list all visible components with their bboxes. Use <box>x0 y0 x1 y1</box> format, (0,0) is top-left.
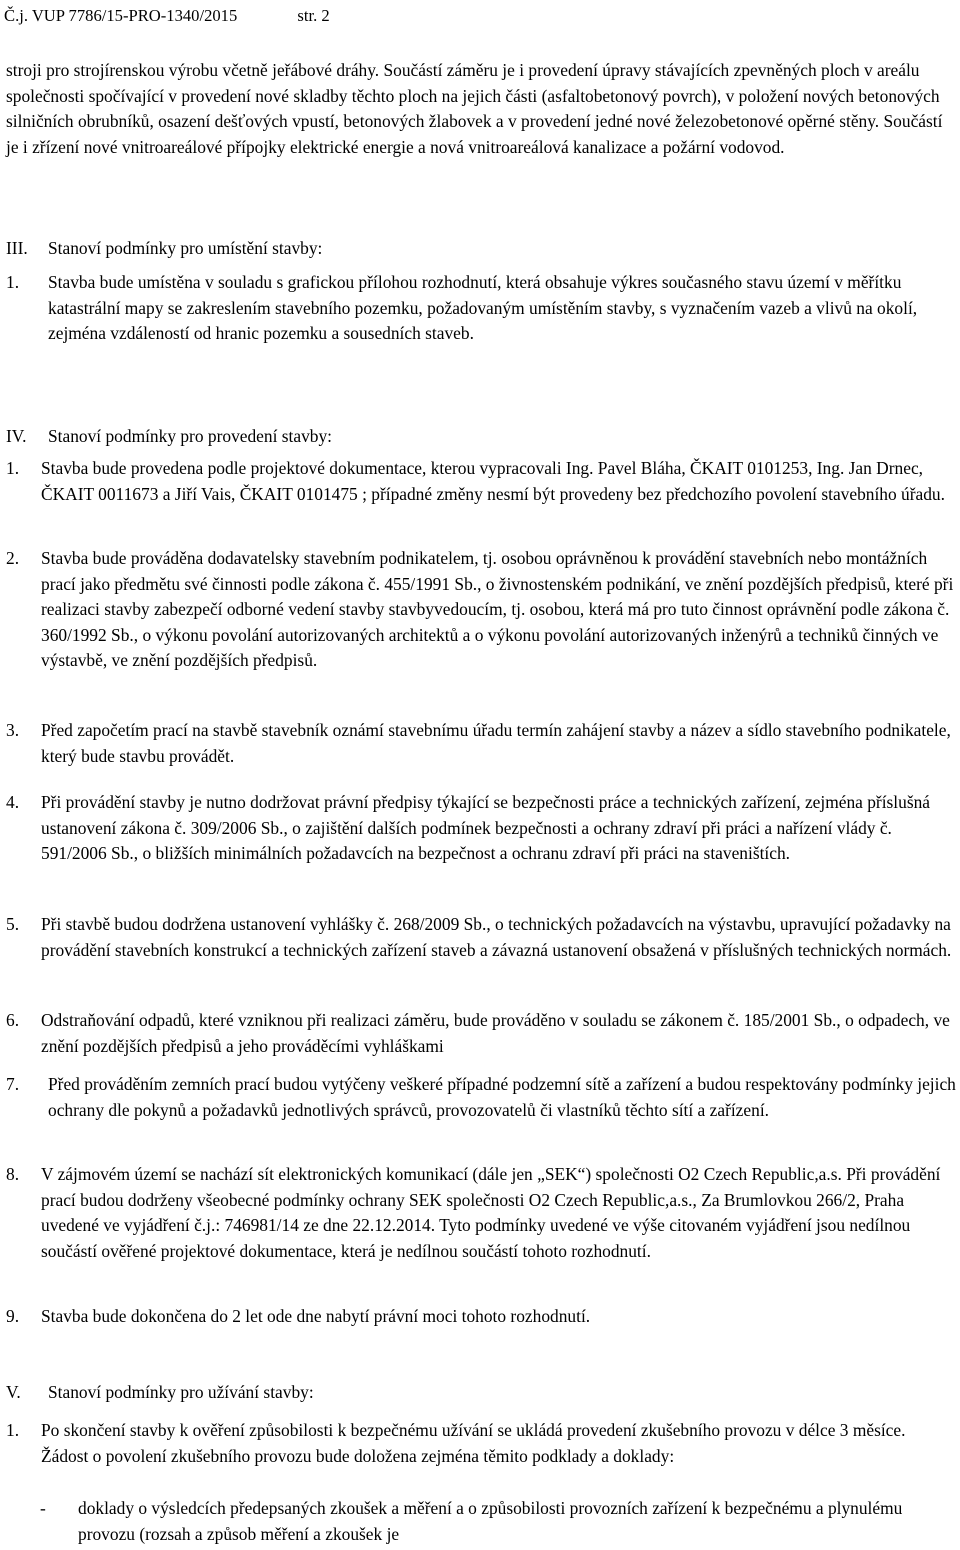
item-text: Před prováděním zemních prací budou vytýčeny veškeré případné podzemní sítě a zařízení a budou respektovány podmínky jejich ochrany dle pokynů a požadavků jednotlivých správců, provozovatelů či vlastníků těchto sítí a zařízení. <box>48 1074 956 1120</box>
item-text: Stavba bude dokončena do 2 let ode dne nabytí právní moci tohoto rozhodnutí. <box>41 1306 591 1326</box>
item-number: 1. <box>6 1420 20 1440</box>
list-item <box>6 546 956 674</box>
item-text: doklady o výsledcích předepsaných zkoušek a měření a o způsobilosti provozních zařízení k bezpečnému a plynulému provozu (rozsah a způsob měření a zkoušek je <box>78 1498 903 1544</box>
item-text: Při provádění stavby je nutno dodržovat právní předpisy týkající se bezpečnosti práce a technických zařízení, zejména příslušná ustanovení zákona č. 309/2006 Sb., o zajištění dalších podmínek bezpečnosti a ochrany zdraví při práci a nařízení vlády č. 591/2006 Sb., o bližších minimálních požadavcích na bezpečnost a ochranu zdraví při práci na staveništích. <box>41 792 931 864</box>
list-item <box>6 790 956 867</box>
section-title: Stanoví podmínky pro provedení stavby: <box>48 426 333 446</box>
section-numeral: V. <box>6 1382 21 1402</box>
page-number: str. 2 <box>297 6 330 25</box>
section-numeral: III. <box>6 238 28 258</box>
list-item <box>6 718 956 769</box>
item-number: 5. <box>6 914 20 934</box>
list-item <box>6 1304 956 1330</box>
item-text: Odstraňování odpadů, které vzniknou při realizaci záměru, bude prováděno v souladu se zákonem č. 185/2001 Sb., o odpadech, ve znění pozdějších předpisů a jeho prováděcími vyhláškami <box>41 1010 950 1056</box>
item-number: 4. <box>6 792 20 812</box>
item-number: 3. <box>6 720 20 740</box>
section-4-heading <box>6 424 956 450</box>
item-number: 1. <box>6 272 20 292</box>
item-number: 9. <box>6 1306 20 1326</box>
intro-paragraph: stroji pro strojírenskou výrobu včetně jeřábové dráhy. Součástí záměru je i provedení úpravy stávajících zpevněných ploch v areálu společnosti spočívající v provedení nové skladby těchto ploch na jejich části (asfaltobetonový povrch), v položení nových betonových silničních obrubníků, osazení dešťových vpustí, betonových žlabovek a v provedení jedné nové železobetonové opěrné stěny. Součástí je i zřízení nové vnitroareálové přípojky elektrické energie a nová vnitroareálová kanalizace a požární vodovod. <box>6 60 943 157</box>
list-item <box>6 1418 956 1469</box>
section-title: Stanoví podmínky pro užívání stavby: <box>48 1382 314 1402</box>
dash-list-item <box>40 1496 950 1547</box>
item-text: V zájmovém území se nachází sít elektronických komunikací (dále jen „SEK“) společnosti O2 Czech Republic,a.s. Při provádění prací budou dodrženy všeobecné podmínky ochrany SEK společnosti O2 Czech Republic,a.s., Za Brumlovkou 266/2, Praha uvedené ve vyjádření č.j.: 746981/14 ze dne 22.12.2014. Tyto podmínky uvedené ve výše citovaném vyjádření jsou nedílnou součástí ověřené projektové dokumentace, která je nedílnou součástí tohoto rozhodnutí. <box>41 1164 941 1261</box>
item-text: Před započetím prací na stavbě stavebník oznámí stavebnímu úřadu termín zahájení stavby a název a sídlo stavebního podnikatele, který bude stavbu provádět. <box>41 720 951 766</box>
list-item <box>6 270 956 347</box>
section-3-heading <box>6 236 956 262</box>
list-item <box>6 1008 956 1059</box>
item-number: 2. <box>6 548 20 568</box>
item-number: 7. <box>6 1074 20 1094</box>
item-number: 1. <box>6 458 20 478</box>
section-5-heading <box>6 1380 956 1406</box>
section-title: Stanoví podmínky pro umístění stavby: <box>48 238 323 258</box>
section-numeral: IV. <box>6 426 27 446</box>
item-text: Stavba bude prováděna dodavatelsky stavebním podnikatelem, tj. osobou oprávněnou k provádění stavebních nebo montážních prací jako předmětu své činnosti podle zákona č. 455/1991 Sb., o živnostenském podnikání, ve znění pozdějších předpisů, které při realizaci stavby zabezpečí odborné vedení stavby stavbyvedoucím, tj. osobou, která má pro tuto činnost oprávnění podle zákona č. 360/1992 Sb., o výkonu povolání autorizovaných architektů a o výkonu povolání autorizovaných inženýrů a techniků činných ve výstavbě, ve znění pozdějších předpisů. <box>41 548 954 671</box>
item-text: Stavba bude umístěna v souladu s grafickou přílohou rozhodnutí, která obsahuje výkres současného stavu území v měřítku katastrální mapy se zakreslením stavebního pozemku, požadovaným umístěním stavby, s vyznačením vazeb a vlivů na okolí, zejména vzdáleností od hranic pozemku a sousedních staveb. <box>48 272 918 344</box>
document-reference: Č.j. VUP 7786/15-PRO-1340/2015 <box>4 6 238 25</box>
item-bullet: - <box>40 1498 46 1518</box>
item-text: Stavba bude provedena podle projektové dokumentace, kterou vypracovali Ing. Pavel Bláha, ČKAIT 0101253, Ing. Jan Drnec, ČKAIT 0011673 a Jiří Vais, ČKAIT 0101475 ; případné změny nesmí být provedeny bez předchozího povolení stavebního úřadu. <box>41 458 945 504</box>
item-number: 8. <box>6 1164 20 1184</box>
item-text: Po skončení stavby k ověření způsobilosti k bezpečnému užívání se ukládá provedení zkušebního provozu v délce 3 měsíce. Žádost o povolení zkušebního provozu bude doložena zejména těmito podklady a doklady: <box>41 1420 906 1466</box>
list-item <box>6 912 956 963</box>
page-header <box>4 6 330 26</box>
list-item <box>6 1072 956 1123</box>
item-text: Při stavbě budou dodržena ustanovení vyhlášky č. 268/2009 Sb., o technických požadavcích na výstavbu, upravující požadavky na provádění stavebních konstrukcí a technických zařízení staveb a závazná ustanovení obsažená v příslušných technických normách. <box>41 914 952 960</box>
list-item <box>6 456 956 507</box>
item-number: 6. <box>6 1010 20 1030</box>
list-item <box>6 1162 956 1264</box>
